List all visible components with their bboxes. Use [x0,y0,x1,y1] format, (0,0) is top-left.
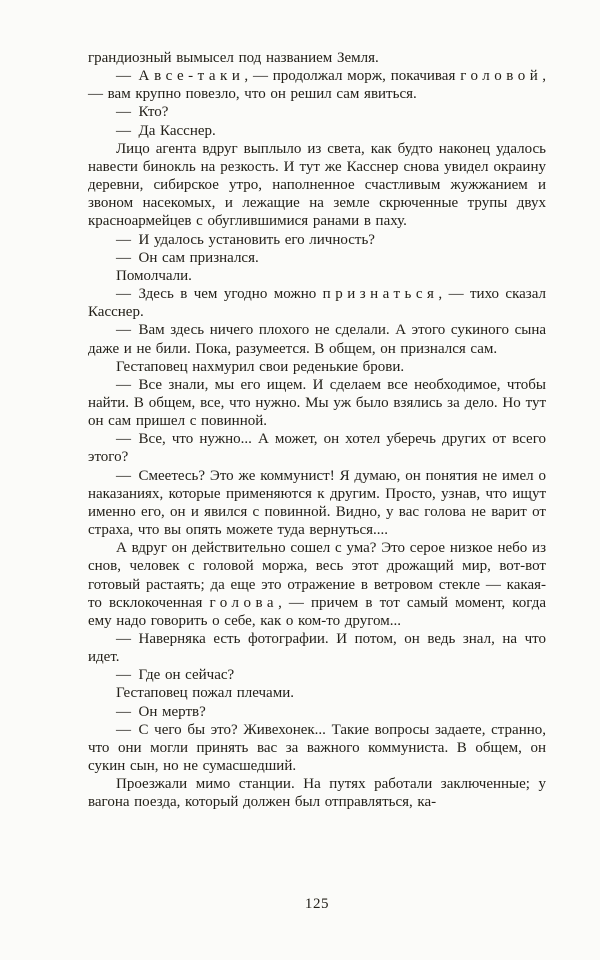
paragraph: — Где он сейчас? [116,667,235,684]
paragraph: — Он сам признался. [116,249,259,266]
emphasized-text: признаться [322,286,439,303]
paragraph: — И удалось установить его личность? [116,231,375,248]
paragraph: — Кто? [116,104,169,121]
paragraph: — Он мертв? [116,703,206,720]
paragraph: — Да Касснер. [116,122,216,139]
paragraph: Проезжали мимо станции. На путях работали заключенные; у вагона поезда, который должен был отправляться, ка- [88,776,546,811]
paragraph: — С чего бы это? Живехонек... Такие вопросы задаете, странно, что они могли принять вас за важного коммуниста. В общем, он сукин сын, но не сумасшедший. [88,721,546,775]
paragraph: Гестаповец нахмурил свои реденькие брови. [116,358,405,375]
paragraph: — Все знали, мы его ищем. И сделаем все необходимое, чтобы найти. В общем, все, что нужно. Мы уж было взялись за дело. Но тут он сам пришел с повинной. [88,376,546,430]
emphasized-text: головой [460,68,543,85]
page-text [88,49,546,812]
paragraph: Помолчали. [116,267,192,284]
paragraph: — Смеетесь? Это же коммунист! Я думаю, он понятия не имел о наказаниях, которые применяются к другим. Просто, узнав, что ищут именно его, он и явился с повинной. Видно, у вас голова не варит от страха, что вы опять можете туда вернуться.... [88,467,546,539]
emphasized-text: все-таки [154,68,245,85]
paragraph: А вдруг он действительно сошел с ума? Это серое низкое небо из снов, человек с головой моржа, весь этот дрожащий мир, вот-вот готовый растаять; да еще это отражение в ветровом стекле — какая-то всклокоченная голова, — причем в тот самый момент, когда ему надо говорить о себе, как о ком-то другом... [88,540,546,629]
paragraph: — Вам здесь ничего плохого не сделали. А этого сукиного сына даже и не били. Пока, разумеется. В общем, он признался сам. [88,322,546,357]
paragraph: Лицо агента вдруг выплыло из света, как будто наконец удалось навести бинокль на резкость. И тут же Касснер снова увидел окраину деревни, сибирское утро, наполненное счастливым жужжанием и звоном насекомых, и лежащие на земле скрюченные трупы двух красноармейцев с обуглившимися ранами в паху. [88,140,546,230]
emphasized-text: голова [209,594,279,611]
paragraph: грандиозный вымысел под названием Земля. [88,50,379,66]
page-number: 125 [304,896,330,912]
paragraph: — Здесь в чем угодно можно признаться, — тихо сказал Касснер. [88,286,546,321]
paragraph: — А все-таки, — продолжал морж, покачивая головой, — вам крупно повезло, что он решил сам явиться. [88,68,547,103]
paragraph: Гестаповец пожал плечами. [116,685,294,702]
paragraph: — Все, что нужно... А может, он хотел уберечь других от всего этого? [88,431,546,466]
paragraph: — Наверняка есть фотографии. И потом, он ведь знал, на что идет. [88,631,546,666]
